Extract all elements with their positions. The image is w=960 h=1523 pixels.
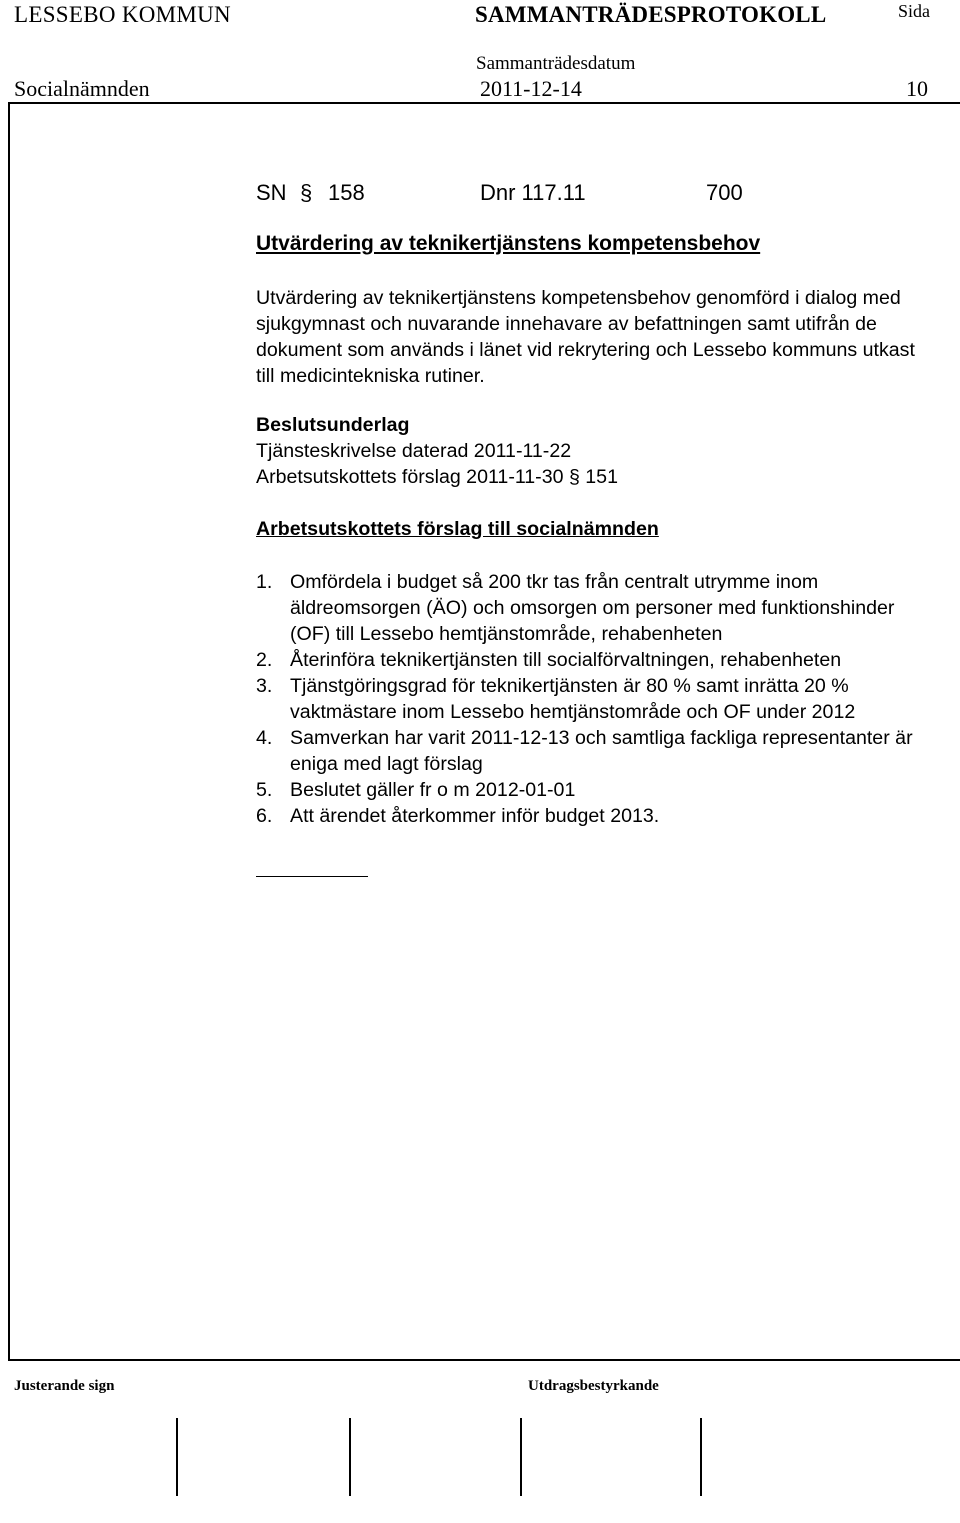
decision-item	[256, 569, 956, 647]
document-type: SAMMANTRÄDESPROTOKOLL	[475, 2, 827, 27]
intro-line: till medicintekniska rutiner.	[256, 365, 485, 387]
decision-line: eniga med lagt förslag	[290, 753, 483, 775]
meeting-date-label: Sammanträdesdatum	[476, 53, 636, 74]
page-label: Sida	[898, 1, 931, 21]
decision-line: Återinföra teknikertjänsten till socialförvaltningen, rehabenheten	[290, 649, 842, 671]
organization-name: LESSEBO KOMMUN	[14, 2, 231, 27]
decision-item	[256, 725, 956, 777]
diary-number: Dnr 117.11	[480, 180, 586, 205]
decision-number: 2.	[256, 649, 273, 671]
decision-line: Beslutet gäller fr o m 2012-01-01	[290, 779, 576, 801]
left-margin-rule	[8, 102, 10, 1360]
decision-line: (OF) till Lessebo hemtjänstområde, rehabenheten	[290, 623, 723, 645]
signature-box-divider	[176, 1418, 178, 1496]
decision-line: Att ärendet återkommer inför budget 2013.	[290, 805, 660, 827]
decision-number: 5.	[256, 779, 273, 801]
basis-item: Tjänsteskrivelse daterad 2011-11-22	[256, 440, 572, 462]
intro-paragraph	[256, 285, 946, 389]
decision-item	[256, 647, 956, 673]
signature-box-divider	[520, 1418, 522, 1496]
intro-line: sjukgymnast och nuvarande innehavare av befattningen samt utifrån de	[256, 313, 877, 335]
case-number: 158	[328, 180, 365, 205]
meeting-date: 2011-12-14	[480, 76, 582, 101]
header-divider	[8, 102, 960, 104]
signature-box-divider	[349, 1418, 351, 1496]
end-of-section-rule	[256, 876, 368, 877]
extract-certification-label: Utdragsbestyrkande	[528, 1378, 659, 1394]
decision-list	[256, 569, 956, 829]
basis-item: Arbetsutskottets förslag 2011-11-30 § 151	[256, 466, 618, 488]
decision-line: Samverkan har varit 2011-12-13 och samtliga fackliga representanter är	[290, 727, 913, 749]
section-symbol: §	[300, 180, 313, 205]
signature-box-divider	[700, 1418, 702, 1496]
decision-item	[256, 673, 956, 725]
footer-divider	[8, 1359, 960, 1361]
page-number: 10	[906, 76, 928, 101]
basis-heading: Beslutsunderlag	[256, 414, 410, 436]
case-title: Utvärdering av teknikertjänstens kompetensbehov	[256, 232, 761, 255]
decision-line: vaktmästare inom Lessebo hemtjänstområde och OF under 2012	[290, 701, 856, 723]
department-name: Socialnämnden	[14, 76, 150, 101]
decision-line: Tjänstgöringsgrad för teknikertjänsten är 80 % samt inrätta 20 %	[290, 675, 849, 697]
adjusting-signature-label: Justerande sign	[14, 1378, 115, 1394]
decision-number: 3.	[256, 675, 273, 697]
decision-line: Omfördela i budget så 200 tkr tas från centralt utrymme inom	[290, 571, 819, 593]
proposal-heading: Arbetsutskottets förslag till socialnämnden	[256, 518, 659, 540]
decision-item	[256, 777, 956, 803]
case-prefix: SN	[256, 180, 287, 205]
decision-number: 4.	[256, 727, 273, 749]
decision-line: äldreomsorgen (ÄO) och omsorgen om personer med funktionshinder	[290, 597, 895, 619]
intro-line: dokument som används i länet vid rekrytering och Lessebo kommuns utkast	[256, 339, 915, 361]
decision-number: 1.	[256, 571, 273, 593]
decision-number: 6.	[256, 805, 273, 827]
decision-item	[256, 803, 956, 829]
case-code: 700	[706, 180, 743, 205]
intro-line: Utvärdering av teknikertjänstens kompetensbehov genomförd i dialog med	[256, 287, 901, 309]
